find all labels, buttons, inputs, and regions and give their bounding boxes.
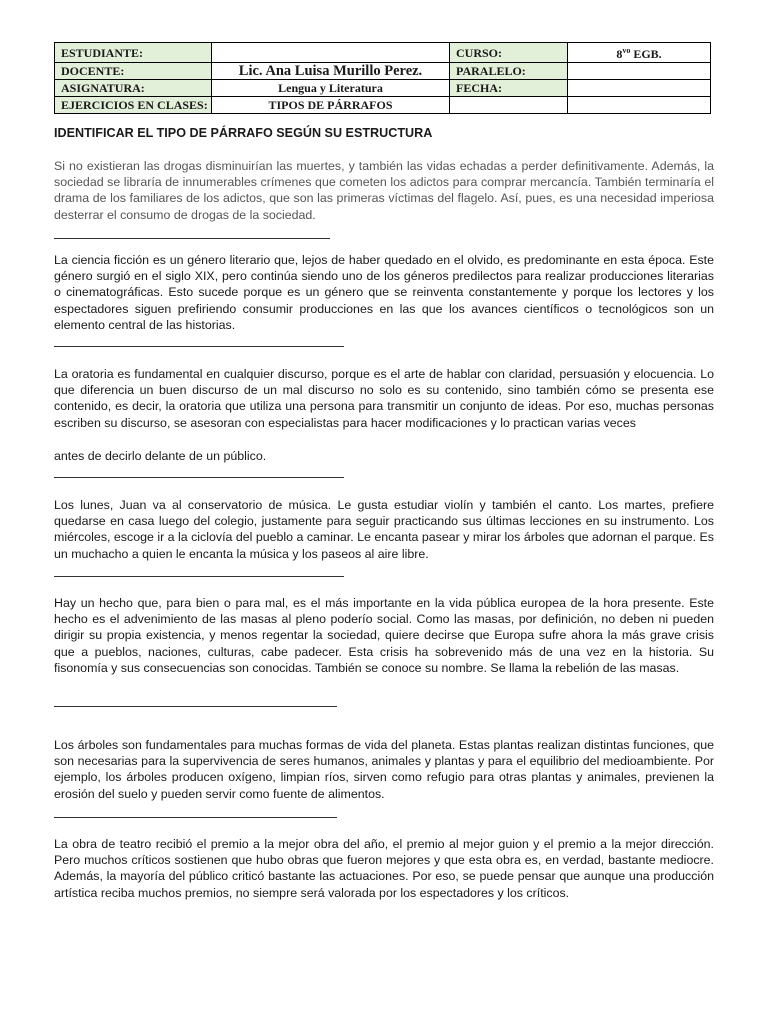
empty-cell-1 <box>450 97 568 114</box>
paragraph-3: La oratoria es fundamental en cualquier discurso, porque es el arte de hablar con claridad, persuasión y elocuencia. Lo que diferencia un buen discurso de un mal discurso no solo es su contenido, sino también cómo se presenta ese contenido, es decir, la oratoria que utiliza una persona para transmitir un conjunto de ideas. Por eso, muchas personas escriben su discurso, se asesoran con especialistas para hacer modificaciones y lo practican varias veces <box>54 367 714 430</box>
estudiante-field[interactable] <box>212 43 450 63</box>
header-row-estudiante <box>55 43 711 63</box>
paragraph-2: La ciencia ficción es un género literario que, lejos de haber quedado en el olvido, es predominante en esta época. Este género surgió en el siglo XIX, pero continúa siendo uno de los géneros predilectos para realizar producciones literarias o cinematográficas. Esto sucede porque es un género que se reinventa constantemente y porque los lectores y los espectadores siguen prefiriendo consumir producciones en las que los avances científicos o tecnológicos son un elemento central de las historias. <box>54 253 714 332</box>
answer-line-2[interactable] <box>54 346 344 347</box>
header-row-docente <box>55 63 711 80</box>
header-row-asignatura <box>55 80 711 97</box>
curso-superscript: vo <box>622 46 631 55</box>
paragraph-1: Si no existieran las drogas disminuirían las muertes, y también las vidas echadas a perder definitivamente. Además, la sociedad se libraría de innumerables crímenes que cometen los adictos para comprar mercancía. También terminaría el drama de los familiares de los adictos, que son las primeras víctimas del flagelo. Así, pues, es una necesidad imperiosa desterrar el consumo de drogas de la sociedad. <box>54 159 714 222</box>
paralelo-label: PARALELO: <box>450 63 568 80</box>
estudiante-label: ESTUDIANTE: <box>55 43 212 63</box>
curso-suffix: EGB. <box>630 47 662 61</box>
curso-value <box>568 43 711 63</box>
docente-value: Lic. Ana Luisa Murillo Perez. <box>212 63 450 80</box>
section-heading: IDENTIFICAR EL TIPO DE PÁRRAFO SEGÚN SU ESTRUCTURA <box>54 126 433 140</box>
ejercicios-value: TIPOS DE PÁRRAFOS <box>212 97 450 114</box>
answer-line-6[interactable] <box>54 817 337 818</box>
paragraph-5: Hay un hecho que, para bien o para mal, es el más importante en la vida pública europea de la hora presente. Este hecho es el advenimiento de las masas al pleno poderío social. Como las masas, por definición, no deben ni pueden dirigir su propia existencia, y menos regentar la sociedad, quiere decirse que Europa sufre ahora la más grave crisis que a pueblos, naciones, culturas, cabe padecer. Esta crisis ha sobrevenido más de una vez en la historia. Su fisonomía y sus consecuencias son conocidas. También se conoce su nombre. Se llama la rebelión de las masas. <box>54 596 714 675</box>
fecha-label: FECHA: <box>450 80 568 97</box>
paragraph-7: La obra de teatro recibió el premio a la mejor obra del año, el premio al mejor guion y el premio a la mejor dirección. Pero muchos críticos sostienen que hubo obras que fueron mejores y que esta obra es, en verdad, bastante mediocre. Además, la mayoría del público criticó bastante las actuaciones. Por eso, se puede pensar que aunque una producción artística reciba muchos premios, no siempre será valorada por los espectadores y los críticos. <box>54 837 714 900</box>
paragraph-6: Los árboles son fundamentales para muchas formas de vida del planeta. Estas plantas realizan distintas funciones, que son necesarias para la supervivencia de seres humanos, animales y plantas y para el equilibrio del medioambiente. Por ejemplo, los árboles producen oxígeno, limpian ríos, sirven como refugio para otras plantas y animales, previenen la erosión del suelo y pueden servir como fuente de alimentos. <box>54 738 714 801</box>
curso-number: 8 <box>616 47 623 61</box>
answer-line-3[interactable] <box>54 477 344 478</box>
header-row-ejercicios <box>55 97 711 114</box>
header-table <box>54 42 711 114</box>
paragraph-4: Los lunes, Juan va al conservatorio de música. Le gusta estudiar violín y también el canto. Los martes, prefiere quedarse en casa luego del colegio, justamente para seguir practicando sus últimas lecciones en su instrumento. Los miércoles, escoge ir a la ciclovía del pueblo a caminar. Le encanta pasear y mirar los árboles que adornan el parque. Es un muchacho a quien le encanta la música y los paseos al aire libre. <box>54 498 714 561</box>
paragraph-3-continued: antes de decirlo delante de un público. <box>54 449 267 463</box>
ejercicios-label: EJERCICIOS EN CLASES: <box>55 97 212 114</box>
curso-label: CURSO: <box>450 43 568 63</box>
asignatura-label: ASIGNATURA: <box>55 80 212 97</box>
asignatura-value: Lengua y Literatura <box>212 80 450 97</box>
answer-line-4[interactable] <box>54 576 344 577</box>
answer-line-5[interactable] <box>54 706 337 707</box>
paralelo-field[interactable] <box>568 63 711 80</box>
answer-line-1[interactable] <box>54 238 330 239</box>
fecha-field[interactable] <box>568 80 711 97</box>
empty-cell-2 <box>568 97 711 114</box>
docente-label: DOCENTE: <box>55 63 212 80</box>
